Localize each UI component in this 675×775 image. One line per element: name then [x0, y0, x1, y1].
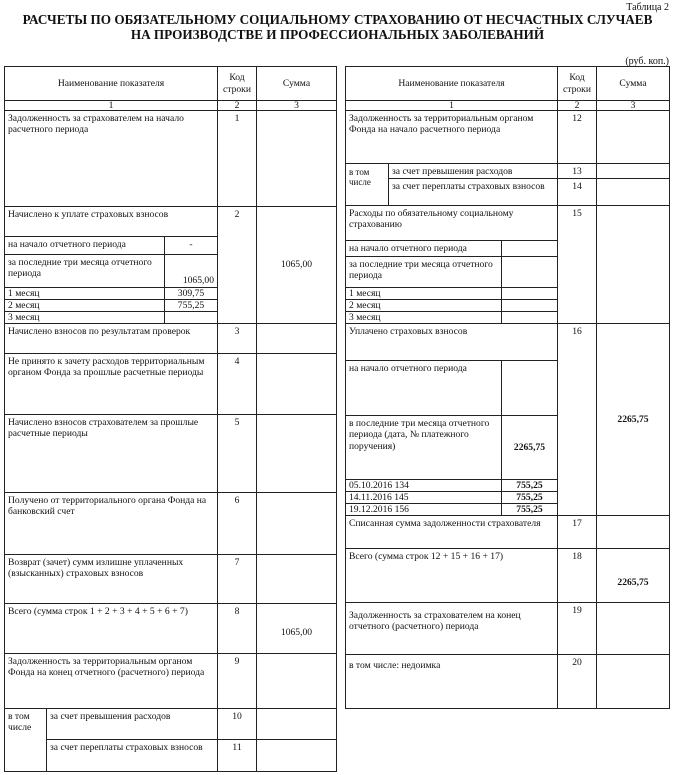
right-header-code: Код строки — [557, 66, 597, 101]
row-11-code: 11 — [217, 739, 257, 772]
row-1-label: Задолженность за страхователем на начало расчетного периода — [4, 110, 218, 207]
right-colnum-2: 2 — [557, 100, 597, 111]
row-16-last3-label: в последние три месяца отчетного периода (дата, № платежного поручения) — [345, 415, 502, 480]
row-9-sum — [256, 653, 337, 709]
row-6-sum — [256, 492, 337, 555]
row-16-label: Уплачено страховых взносов — [345, 323, 558, 361]
row-13-label: за счет превышения расходов — [388, 163, 558, 179]
row-16-begin-value — [501, 360, 558, 416]
payment-3-value: 755,25 — [501, 503, 558, 516]
table-number: Таблица 2 — [626, 2, 669, 13]
row-15-label: Расходы по обязательному социальному страхованию — [345, 205, 558, 241]
row-16-last3-value: 2265,75 — [501, 415, 558, 480]
row-15-begin-label: на начало отчетного периода — [345, 240, 502, 257]
row-18-sum: 2265,75 — [596, 548, 670, 603]
row-11-sum — [256, 739, 337, 772]
row-14-code: 14 — [557, 178, 597, 206]
row-15-sum — [596, 205, 670, 324]
right-header-name: Наименование показателя — [345, 66, 558, 101]
row-3-sum — [256, 323, 337, 354]
row-2-code: 2 — [217, 206, 257, 324]
row-13-sum — [596, 163, 670, 179]
row-18-label: Всего (сумма строк 12 + 15 + 16 + 17) — [345, 548, 558, 603]
row-16-sum: 2265,75 — [596, 323, 670, 516]
row-2-m3-label: 3 месяц — [4, 311, 165, 324]
row-10-11-incl: в том числе — [4, 708, 47, 772]
left-header-code: Код строки — [217, 66, 257, 101]
row-12-code: 12 — [557, 110, 597, 164]
row-10-label: за счет превышения расходов — [46, 708, 218, 740]
row-3-label: Начислено взносов по результатам проверок — [4, 323, 218, 354]
row-8-label: Всего (сумма строк 1 + 2 + 3 + 4 + 5 + 6 + 7) — [4, 603, 218, 654]
row-2-last3-label: за последние три месяца отчетного периода — [4, 254, 165, 288]
units-note: (руб. коп.) — [625, 56, 669, 67]
row-2-m2-label: 2 месяц — [4, 299, 165, 312]
title-line-2: НА ПРОИЗВОДСТВЕ И ПРОФЕССИОНАЛЬНЫХ ЗАБОЛЕВАНИЙ — [130, 27, 545, 42]
row-13-code: 13 — [557, 163, 597, 179]
title-line-1: РАСЧЕТЫ ПО ОБЯЗАТЕЛЬНОМУ СОЦИАЛЬНОМУ СТРАХОВАНИЮ ОТ НЕСЧАСТНЫХ СЛУЧАЕВ — [22, 12, 653, 27]
left-colnum-3: 3 — [256, 100, 337, 111]
row-13-14-incl: в том числе — [345, 163, 389, 206]
row-15-m3-label: 3 месяц — [345, 311, 502, 324]
left-colnum-1: 1 — [4, 100, 218, 111]
row-12-label: Задолженность за территориальным органом Фонда на начало расчетного периода — [345, 110, 558, 164]
row-19-label: Задолженность за страхователем на конец отчетного (расчетного) периода — [345, 602, 558, 655]
row-6-label: Получено от территориального органа Фонда на банковский счет — [4, 492, 218, 555]
row-15-code: 15 — [557, 205, 597, 324]
right-colnum-1: 1 — [345, 100, 558, 111]
row-16-begin-label: на начало отчетного периода — [345, 360, 502, 416]
payment-2-label: 14.11.2016 145 — [345, 491, 502, 504]
row-15-m1-label: 1 месяц — [345, 287, 502, 300]
payment-2-value: 755,25 — [501, 491, 558, 504]
row-7-label: Возврат (зачет) сумм излишне уплаченных (взысканных) страховых взносов — [4, 554, 218, 604]
row-11-label: за счет переплаты страховых взносов — [46, 739, 218, 772]
row-2-last3-value: 1065,00 — [164, 254, 218, 288]
row-4-code: 4 — [217, 353, 257, 415]
right-colnum-3: 3 — [596, 100, 670, 111]
row-10-sum — [256, 708, 337, 740]
row-2-m2-value: 755,25 — [164, 299, 218, 312]
left-header-sum: Сумма — [256, 66, 337, 101]
row-15-last3-value — [501, 256, 558, 288]
row-2-begin-value: - — [164, 236, 218, 255]
row-2-begin-label: на начало отчетного периода — [4, 236, 165, 255]
row-15-m2-label: 2 месяц — [345, 299, 502, 312]
row-1-code: 1 — [217, 110, 257, 207]
row-17-sum — [596, 515, 670, 549]
row-1-sum — [256, 110, 337, 207]
row-5-label: Начислено взносов страхователем за прошлые расчетные периоды — [4, 414, 218, 493]
row-6-code: 6 — [217, 492, 257, 555]
row-9-code: 9 — [217, 653, 257, 709]
row-8-code: 8 — [217, 603, 257, 654]
row-12-sum — [596, 110, 670, 164]
row-3-code: 3 — [217, 323, 257, 354]
row-19-code: 19 — [557, 602, 597, 655]
row-14-sum — [596, 178, 670, 206]
payment-1-label: 05.10.2016 134 — [345, 479, 502, 492]
row-2-sum: 1065,00 — [256, 206, 337, 324]
row-5-sum — [256, 414, 337, 493]
row-4-label: Не принято к зачету расходов территориальным органом Фонда за прошлые расчетные периоды — [4, 353, 218, 415]
row-2-label: Начислено к уплате страховых взносов — [4, 206, 218, 237]
left-colnum-2: 2 — [217, 100, 257, 111]
row-20-label: в том числе: недоимка — [345, 654, 558, 709]
row-16-code: 16 — [557, 323, 597, 516]
payment-3-label: 19.12.2016 156 — [345, 503, 502, 516]
row-18-code: 18 — [557, 548, 597, 603]
payment-1-value: 755,25 — [501, 479, 558, 492]
row-17-label: Списанная сумма задолженности страхователя — [345, 515, 558, 549]
row-2-m1-label: 1 месяц — [4, 287, 165, 300]
row-15-begin-value — [501, 240, 558, 257]
row-4-sum — [256, 353, 337, 415]
left-header-name: Наименование показателя — [4, 66, 218, 101]
row-9-label: Задолженность за территориальным органом Фонда на конец отчетного (расчетного) периода — [4, 653, 218, 709]
row-2-m1-value: 309,75 — [164, 287, 218, 300]
row-8-sum: 1065,00 — [256, 603, 337, 654]
row-5-code: 5 — [217, 414, 257, 493]
right-header-sum: Сумма — [596, 66, 670, 101]
row-14-label: за счет переплаты страховых взносов — [388, 178, 558, 206]
row-17-code: 17 — [557, 515, 597, 549]
row-15-last3-label: за последние три месяца отчетного периода — [345, 256, 502, 288]
row-7-sum — [256, 554, 337, 604]
row-20-code: 20 — [557, 654, 597, 709]
row-7-code: 7 — [217, 554, 257, 604]
row-10-code: 10 — [217, 708, 257, 740]
row-19-sum — [596, 602, 670, 655]
page-title — [0, 12, 675, 42]
row-20-sum — [596, 654, 670, 709]
